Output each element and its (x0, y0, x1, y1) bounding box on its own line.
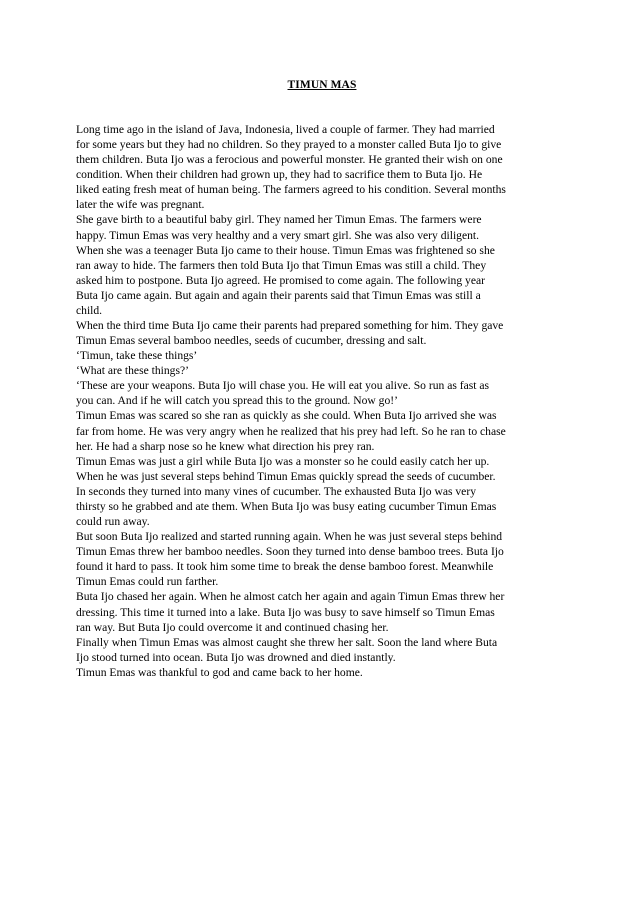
text-line: dressing. This time it turned into a lake. Buta Ijo was busy to save himself so Timun Emas (76, 605, 495, 619)
text-line: Timun Emas threw her bamboo needles. Soon they turned into dense bamboo trees. Buta Ijo (76, 545, 504, 559)
text-line: later the wife was pregnant. (76, 198, 205, 212)
text-line: thirsty so he grabbed and ate them. When Buta Ijo was busy eating cucumber Timun Emas (76, 499, 497, 513)
text-line: When the third time Buta Ijo came their parents had prepared something for him. They gave (76, 319, 504, 333)
text-line: found it hard to pass. It took him some time to break the dense bamboo forest. Meanwhile (76, 560, 494, 574)
text-line: liked eating fresh meat of human being. The farmers agreed to his condition. Several months (76, 183, 506, 197)
text-line: ran away to hide. The farmers then told Buta Ijo that Timun Emas was still a child. They (76, 258, 487, 272)
text-line: Timun Emas was scared so she ran as quickly as she could. When Buta Ijo arrived she was (76, 409, 497, 423)
text-line: for some years but they had no children. So they prayed to a monster called Buta Ijo to give (76, 138, 502, 152)
text-line: you can. And if he will catch you spread this to the ground. Now go!’ (76, 394, 398, 408)
text-line: But soon Buta Ijo realized and started running again. When he was just several steps behind (76, 530, 503, 544)
text-line: could run away. (76, 515, 150, 529)
text-line: Timun Emas several bamboo needles, seeds of cucumber, dressing and salt. (76, 334, 427, 348)
text-line: ‘Timun, take these things’ (76, 349, 198, 363)
text-line: When he was just several steps behind Timun Emas quickly spread the seeds of cucumber. (76, 469, 496, 483)
text-line: Buta Ijo came again. But again and again their parents said that Timun Emas was still a (76, 288, 481, 302)
text-line: ‘These are your weapons. Buta Ijo will chase you. He will eat you alive. So run as fast as (76, 379, 490, 393)
text-line: them children. Buta Ijo was a ferocious and powerful monster. He granted their wish on one (76, 153, 503, 167)
text-line: She gave birth to a beautiful baby girl. They named her Timun Emas. The farmers were (76, 213, 482, 227)
text-line: her. He had a sharp nose so he knew what direction his prey ran. (76, 439, 375, 453)
text-line: happy. Timun Emas was very healthy and a very smart girl. She was also very diligent. (76, 228, 480, 242)
text-line: Finally when Timun Emas was almost caught she threw her salt. Soon the land where Buta (76, 635, 498, 649)
text-line: child. (76, 303, 103, 317)
text-line: far from home. He was very angry when he realized that his prey had left. So he ran to chase (76, 424, 506, 438)
text-line: Ijo stood turned into ocean. Buta Ijo was drowned and died instantly. (76, 650, 396, 664)
text-line: Long time ago in the island of Java, Indonesia, lived a couple of farmer. They had married (76, 123, 495, 136)
text-line: ‘What are these things?’ (76, 364, 189, 378)
story-body (76, 122, 576, 680)
text-line: When she was a teenager Buta Ijo came to their house. Timun Emas was frightened so she (76, 243, 495, 257)
text-line: Timun Emas could run farther. (76, 575, 219, 589)
text-line: In seconds they turned into many vines of cucumber. The exhausted Buta Ijo was very (76, 484, 476, 498)
title-text: TIMUN MAS (287, 79, 357, 91)
text-line: asked him to postpone. Buta Ijo agreed. He promised to come again. The following year (76, 273, 486, 287)
document-title (0, 79, 638, 91)
text-line: Buta Ijo chased her again. When he almost catch her again and again Timun Emas threw her (76, 590, 505, 604)
text-line: Timun Emas was thankful to god and came back to her home. (76, 665, 363, 679)
text-line: Timun Emas was just a girl while Buta Ijo was a monster so he could easily catch her up. (76, 454, 490, 468)
text-line: ran way. But Buta Ijo could overcome it and continued chasing her. (76, 620, 389, 634)
text-line: condition. When their children had grown up, they had to sacrifice them to Buta Ijo. He (76, 168, 483, 182)
